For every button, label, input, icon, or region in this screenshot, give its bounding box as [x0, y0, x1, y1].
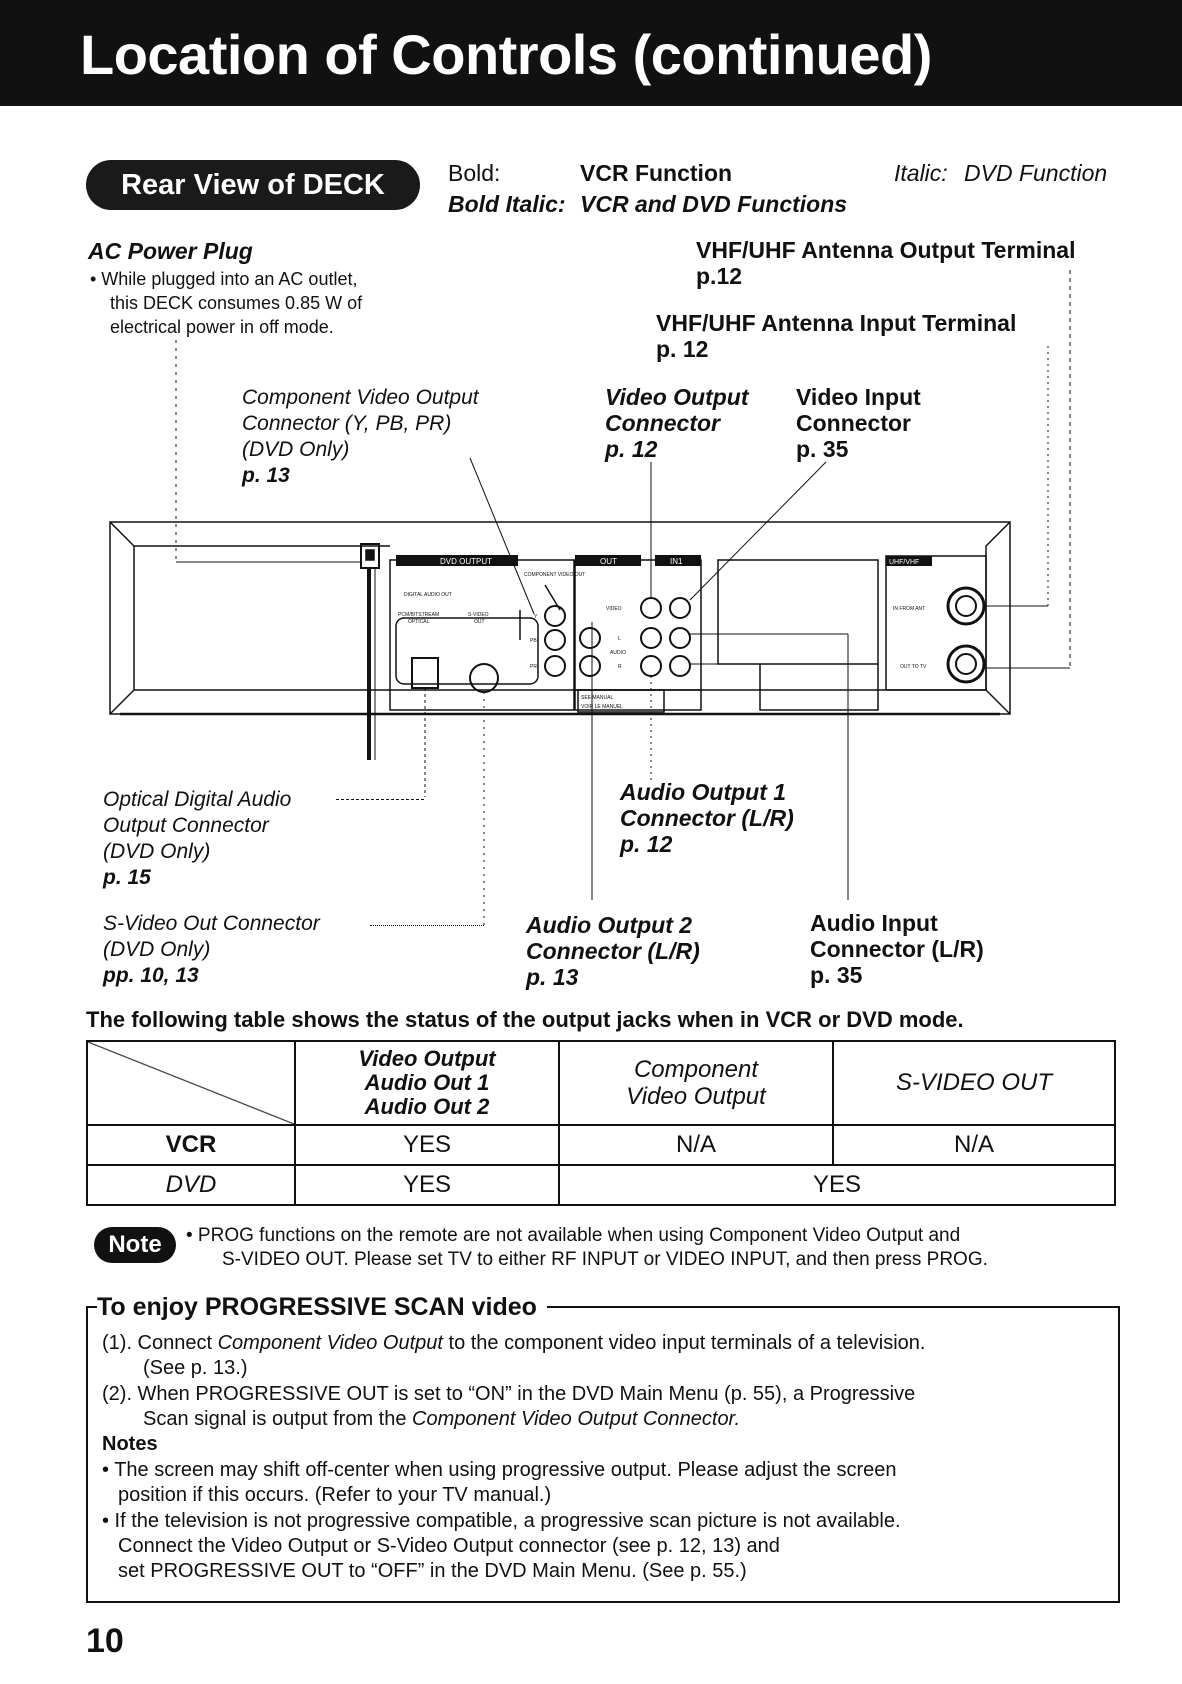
- video-input-page: p. 35: [796, 436, 849, 462]
- video-input-jack: [670, 598, 690, 618]
- table-header-svideo: S-VIDEO OUT: [833, 1041, 1115, 1125]
- deck-body-outline: [110, 522, 1010, 714]
- header-component-2: Video Output: [626, 1083, 766, 1110]
- legend-bold-value: VCR Function: [580, 160, 733, 186]
- panel-optical-text: OPTICAL: [408, 619, 430, 625]
- ac-power-desc-1: • While plugged into an AC outlet,: [90, 269, 358, 289]
- panel-component-text: COMPONENT VIDEO OUT: [524, 572, 586, 578]
- header-component-1: Component: [633, 1056, 759, 1083]
- panel-r-text: R: [618, 664, 622, 670]
- note-line-1: • PROG functions on the remote are not available when using Component Video Output and: [186, 1225, 961, 1246]
- leader-video-in: [690, 462, 826, 600]
- output-jack-status-table: [86, 1040, 1116, 1206]
- panel-dvd-output-text: DVD OUTPUT: [440, 557, 492, 566]
- progressive-note-2: • If the television is not progressive compatible, a progressive scan picture is not available.: [102, 1510, 901, 1532]
- panel-audio-text: AUDIO: [610, 650, 626, 656]
- table-header-video-audio: [295, 1041, 559, 1125]
- component-video-label-2: Connector (Y, PB, PR): [242, 412, 452, 435]
- header-video-output: Video Output: [358, 1046, 496, 1071]
- progressive-step-1-ref: (See p. 13.): [143, 1357, 248, 1379]
- panel-pr-text: PR: [530, 664, 537, 670]
- panel-digital-audio-text: DIGITAL AUDIO OUT: [404, 592, 452, 598]
- ac-power-desc-3: electrical power in off mode.: [110, 317, 334, 337]
- optical-digital-audio-label-2: Output Connector: [103, 814, 269, 837]
- s-video-out-label-2: (DVD Only): [103, 938, 211, 961]
- cell-dvd-component-svideo: YES: [559, 1165, 1115, 1205]
- row-label-dvd: DVD: [87, 1165, 295, 1205]
- panel-svideo-out-text: OUT: [474, 619, 485, 625]
- component-pb-jack: [545, 630, 565, 650]
- panel-in-from-ant-text: IN FROM ANT: [893, 606, 926, 612]
- cell-vcr-svideo: N/A: [833, 1125, 1115, 1165]
- audio-input-label-2: Connector (L/R): [810, 936, 984, 962]
- antenna-output-terminal: [948, 646, 984, 682]
- note-line-2: S-VIDEO OUT. Please set TV to either RF INPUT or VIDEO INPUT, and then press PROG.: [222, 1249, 988, 1270]
- legend-bold-label: Bold:: [448, 160, 501, 186]
- table-header-component: [559, 1041, 833, 1125]
- cell-vcr-component: N/A: [559, 1125, 833, 1165]
- panel-l-text: L: [618, 636, 621, 642]
- page-title: Location of Controls (continued): [80, 23, 932, 86]
- component-video-label-1: Component Video Output: [242, 386, 479, 409]
- panel-out-text: OUT: [600, 557, 617, 566]
- header-audio-out-1: Audio Out 1: [364, 1070, 490, 1095]
- panel-pcm-text: PCM/BITSTREAM: [398, 612, 440, 618]
- video-input-label-1: Video Input: [796, 384, 921, 410]
- antenna-input-terminal: [948, 588, 984, 624]
- table-caption: The following table shows the status of the output jacks when in VCR or DVD mode.: [86, 1007, 964, 1032]
- audio-out2-l-jack: [580, 628, 600, 648]
- audio-out2-r-jack: [580, 656, 600, 676]
- video-output-label-1: Video Output: [605, 384, 749, 410]
- vhf-input-terminal-label: VHF/UHF Antenna Input Terminal: [656, 310, 1017, 336]
- progressive-step-2: (2). When PROGRESSIVE OUT is set to “ON” in the DVD Main Menu (p. 55), a Progressive: [102, 1383, 916, 1405]
- video-output-page: p. 12: [605, 436, 658, 462]
- header-audio-out-2: Audio Out 2: [364, 1094, 490, 1119]
- s-video-out-connector: [470, 664, 498, 692]
- progressive-step-1: (1). Connect Component Video Output to the component video input terminals of a television.: [102, 1332, 926, 1354]
- video-input-label-2: Connector: [796, 410, 911, 436]
- panel-out-to-tv-text: OUT TO TV: [900, 664, 927, 670]
- component-video-label-3: (DVD Only): [242, 438, 350, 461]
- audio-input-label-1: Audio Input: [810, 910, 938, 936]
- row-label-vcr: VCR: [87, 1125, 295, 1165]
- panel-voir-manuel-text: VOIR LE MANUEL: [581, 704, 623, 710]
- audio-output2-label-2: Connector (L/R): [526, 938, 700, 964]
- section-heading-pill: Rear View of DECK: [86, 160, 420, 210]
- audio-output1-label-1: Audio Output 1: [620, 779, 787, 805]
- legend-italic-label: Italic:: [894, 160, 948, 186]
- component-y-jack: [545, 606, 565, 626]
- audio-out1-r-jack: [641, 656, 661, 676]
- optical-digital-audio-page: p. 15: [103, 866, 151, 889]
- audio-input-page: p. 35: [810, 962, 863, 988]
- panel-see-manual-text: SEE MANUAL: [581, 695, 614, 701]
- audio-output2-label-1: Audio Output 2: [526, 912, 693, 938]
- vhf-output-terminal-label: VHF/UHF Antenna Output Terminal: [696, 237, 1076, 263]
- leader-component: [470, 458, 534, 614]
- progressive-note-2-cont: Connect the Video Output or S-Video Output connector (see p. 12, 13) and: [118, 1535, 780, 1557]
- video-output-jack: [641, 598, 661, 618]
- vhf-output-terminal-page: p.12: [696, 263, 743, 289]
- ac-power-desc-2: this DECK consumes 0.85 W of: [110, 293, 363, 313]
- audio-in-r-jack: [670, 656, 690, 676]
- deck-right-bevel: [986, 522, 1010, 714]
- component-video-page: p. 13: [242, 464, 290, 487]
- s-video-out-label-1: S-Video Out Connector: [103, 912, 320, 935]
- legend-italic-value: DVD Function: [964, 160, 1108, 186]
- optical-digital-audio-label-3: (DVD Only): [103, 840, 211, 863]
- ac-power-plug-title: AC Power Plug: [88, 238, 253, 264]
- component-pr-jack: [545, 656, 565, 676]
- table-row: [87, 1125, 1115, 1165]
- table-row: [87, 1165, 1115, 1205]
- progressive-note-1: • The screen may shift off-center when using progressive output. Please adjust the screen: [102, 1459, 897, 1481]
- video-output-label-2: Connector: [605, 410, 720, 436]
- deck-left-bevel: [110, 522, 134, 714]
- vhf-input-terminal-page: p. 12: [656, 336, 709, 362]
- optical-leader-h: [336, 799, 424, 800]
- panel-uhf-text: UHF/VHF: [889, 559, 920, 566]
- panel-in1-text: IN1: [670, 557, 683, 566]
- progressive-notes-heading: Notes: [102, 1433, 158, 1455]
- progressive-note-2-end: set PROGRESSIVE OUT to “OFF” in the DVD Main Menu. (See p. 55.): [118, 1560, 747, 1582]
- cell-dvd-video-audio: YES: [295, 1165, 559, 1205]
- s-video-out-page: pp. 10, 13: [103, 964, 199, 987]
- optical-digital-audio-label-1: Optical Digital Audio: [103, 788, 292, 811]
- progressive-note-1-cont: position if this occurs. (Refer to your TV manual.): [118, 1484, 552, 1506]
- legend-bolditalic-value: VCR and DVD Functions: [580, 191, 848, 217]
- table-corner-cell: [87, 1041, 295, 1125]
- audio-output1-page: p. 12: [620, 831, 673, 857]
- cell-vcr-video-audio: YES: [295, 1125, 559, 1165]
- panel-y-text: Y: [534, 614, 538, 620]
- panel-video-text: VIDEO: [606, 606, 622, 612]
- page-number: 10: [86, 1622, 124, 1660]
- audio-output1-label-2: Connector (L/R): [620, 805, 794, 831]
- progressive-scan-title: To enjoy PROGRESSIVE SCAN video: [97, 1293, 547, 1322]
- audio-output2-page: p. 13: [526, 964, 579, 990]
- legend-bolditalic-label: Bold Italic:: [448, 191, 566, 217]
- progressive-step-2-cont: Scan signal is output from the Component Video Output Connector.: [143, 1408, 741, 1430]
- panel-svideo-text: S-VIDEO: [468, 612, 489, 618]
- note-text: [186, 1224, 988, 1272]
- panel-pb-text: PB: [530, 638, 537, 644]
- svideo-leader-h: [370, 925, 484, 926]
- note-badge: Note: [94, 1227, 176, 1263]
- audio-out1-l-jack: [641, 628, 661, 648]
- audio-in-l-jack: [670, 628, 690, 648]
